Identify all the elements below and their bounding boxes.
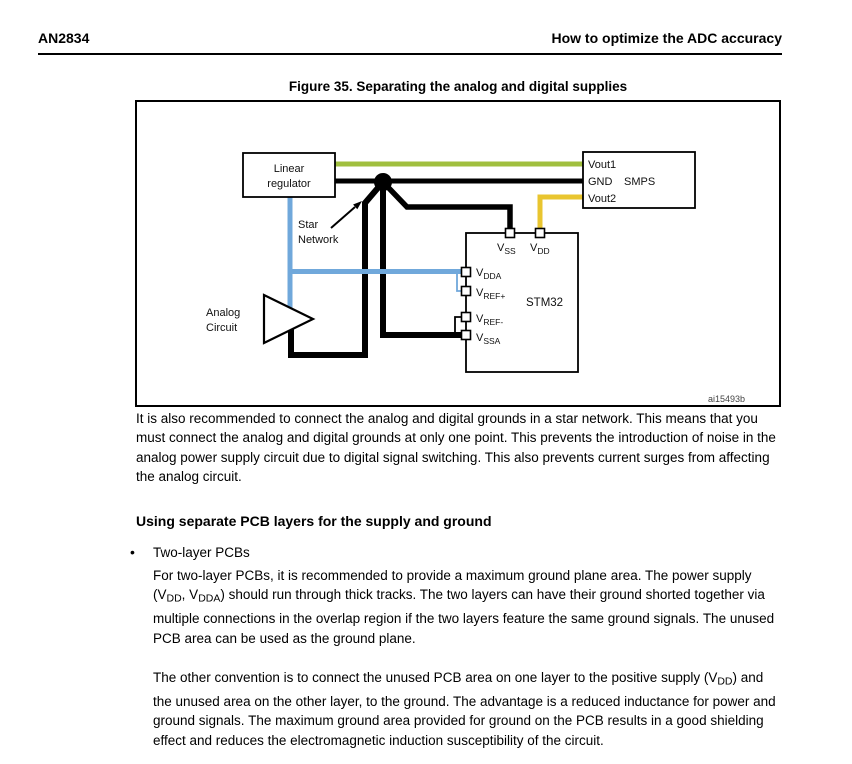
smps-pin-vout1-label: Vout1 xyxy=(588,159,617,171)
pin-vrefp xyxy=(462,287,471,296)
pin-vrefm xyxy=(462,313,471,322)
body-paragraph-1: It is also recommended to connect the analog and digital grounds in a star network. This means that you must connect the analog and digital grounds at only one point. This prevents the introduction of noise in the analog power supply circuit due to digital signal switching. This also prevents current surges from affecting the analog circuit. xyxy=(136,411,776,485)
section-heading: Using separate PCB layers for the supply and ground xyxy=(136,513,492,529)
smps-pin-gnd-label: GND xyxy=(588,176,613,188)
star-ground-node xyxy=(374,173,392,191)
star-network-label-1: Star xyxy=(298,219,319,231)
smps-pin-vout2-label: Vout2 xyxy=(588,193,617,205)
figure-diagram xyxy=(135,100,781,407)
linear-regulator-box xyxy=(243,153,335,197)
header-title: How to optimize the ADC accuracy xyxy=(551,30,782,46)
pin-vdd xyxy=(536,229,545,238)
pin-vss xyxy=(506,229,515,238)
figure-caption: Figure 35. Separating the analog and digital supplies xyxy=(288,79,628,94)
stm32-name-label: STM32 xyxy=(526,297,564,309)
analog-circuit-label-2: Circuit xyxy=(206,322,238,334)
pin-vssa xyxy=(462,331,471,340)
figure-border xyxy=(136,101,780,406)
stm32-pin-vss-label: $V_{SS}$ xyxy=(497,242,516,256)
pin-vdda xyxy=(462,268,471,277)
stm32-pin-vrefp-label: $V_{REF+}$ xyxy=(476,287,506,301)
smps-name-label: SMPS xyxy=(624,176,656,188)
bullet-glyph: • xyxy=(130,544,135,560)
linear-regulator-label-2: regulator xyxy=(267,178,311,190)
header-doc-id: AN2834 xyxy=(38,30,90,46)
figure-watermark: ai15493b xyxy=(707,394,745,404)
stm32-pin-vdd-label: $V_{DD}$ xyxy=(530,242,550,256)
header-rule xyxy=(38,53,782,55)
body-paragraph-3: The other convention is to connect the unused PCB area on one layer to the positive supply $(V_{DD})$ and the unused area on the other layer, to the ground. The advantage is a reduced inductance for power and ground signals. The maximum ground area provided for ground on the PCB results in a good shielding effect and reduces the electromagnetic induction susceptibility of the circuit. xyxy=(153,670,776,748)
linear-regulator-label-1: Linear xyxy=(273,163,305,175)
stm32-pin-vdda-label: $V_{DDA}$ xyxy=(476,267,502,281)
stm32-pin-vssa-label: $V_{SSA}$ xyxy=(476,332,501,346)
analog-circuit-label-1: Analog xyxy=(206,307,241,319)
body-paragraph-2: For two-layer PCBs, it is recommended to provide a maximum ground plane area. The power supply ($V_{DD}$, $V_{DDA}$) should run through thick tracks. The two layers can have their ground shorted together via multiple connections in the overlap region if the two layers feature the same ground signals. The unused PCB area can be used as the ground plane. xyxy=(153,568,775,646)
bullet-label: Two-layer PCBs xyxy=(153,545,250,560)
star-network-label-2: Network xyxy=(298,234,339,246)
stm32-pin-vrefm-label: $V_{REF-}$ xyxy=(476,313,504,327)
circuit-diagram-svg xyxy=(135,100,781,407)
